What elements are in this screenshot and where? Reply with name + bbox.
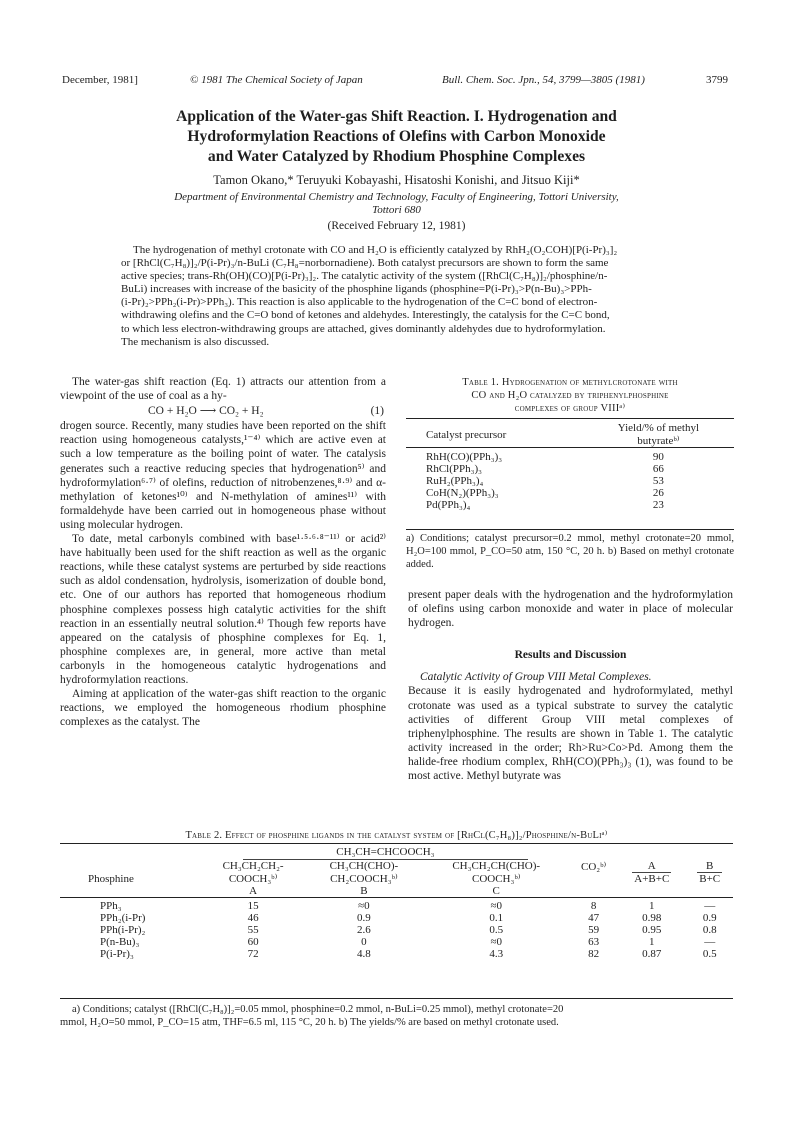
table2: [60, 843, 733, 962]
header-date: December, 1981]: [62, 74, 138, 86]
table2-value-a: 46: [247, 912, 259, 924]
affiliation-line-1: Department of Environmental Chemistry and Technology, Faculty of Engineering, Tottori University,: [174, 191, 619, 203]
table2-caption-text: Table 2. Effect of phosphine ligands in the catalyst system of [RhCl(C₇H₈)]₂/Phosphine/n-BuLiᵃ⁾: [185, 830, 608, 841]
table2-value-ratio-b: —: [704, 936, 716, 948]
subsection-heading: Catalytic Activity of Group VIII Metal Complexes.: [420, 671, 652, 684]
table2-value-ratio-b: 0.8: [702, 924, 717, 936]
header-page-number: 3799: [706, 74, 728, 86]
table2-phosphine: PPh(i-Pr)₂: [100, 924, 146, 936]
table2-ratio-a-denominator: A+B+C: [634, 873, 670, 885]
table2-value-c: 0.1: [489, 912, 504, 924]
table1-catalyst: RhH(CO)(PPh₃)₃: [426, 451, 503, 463]
table-row: [406, 463, 734, 475]
table1-col-yield: [583, 419, 734, 448]
table2-col-b-line: B: [360, 885, 368, 897]
right-paragraph-2: Because it is easily hydrogenated and hydroformylated, methyl crotonate was used as a typical substrate to survey the catalytic activities of different Group VIII metal complexes of triphenylphosphine. The results are shown in Table 1. The catalytic activity increased in the order; Rh>Ru>Co>Pd. Among them the halide-free rhodium complex, RhH(CO)(PPh₃)₃ (1), was found to be most active. Methyl butyrate was: [408, 685, 733, 783]
table2-value-ratio-a: 0.95: [642, 924, 662, 936]
right-paragraph-1: present paper deals with the hydrogenation and the hydroformylation of olefins using carbon monoxide and water in place of molecular hydrogen.: [408, 589, 733, 630]
table2-col-ratio-a: [617, 860, 686, 898]
table1-col-yield-line: butyrateᵇ⁾: [637, 435, 680, 447]
section-heading: Results and Discussion: [514, 649, 627, 662]
paper-title: [60, 107, 733, 167]
table2-col-b-line: CH₃CH(CHO)-: [329, 860, 399, 872]
abstract: [121, 244, 721, 349]
table2-ratio-b-numerator: B: [706, 860, 714, 872]
table2-value-b: 0.9: [357, 912, 371, 924]
abstract-line: The hydrogenation of methyl crotonate with CO and H₂O is efficiently catalyzed by RhH₂(O₂COH)[P(i-Pr)₃]₂: [133, 244, 618, 256]
table1-header-row: [406, 419, 734, 448]
table2-phosphine: P(n-Bu)₃: [100, 936, 140, 948]
table1-catalyst: RuH₂(PPh₃)₄: [426, 475, 484, 487]
table2-header-row: [60, 860, 733, 898]
table2-substrate: [201, 844, 570, 861]
table2-col-a: [201, 860, 306, 898]
table1-bottom-rule: [406, 529, 734, 530]
table2-value-a: 55: [247, 924, 259, 936]
table2-value-a: 15: [247, 900, 259, 912]
table2-col-phosphine: Phosphine: [88, 872, 134, 885]
table-row: [60, 898, 733, 913]
table2-value-ratio-a: 0.87: [642, 948, 662, 960]
table2-substrate-row: [60, 844, 733, 861]
table2-note: [60, 1003, 733, 1029]
table2-col-c-line: C: [492, 885, 500, 897]
table2-col-ratio-b: [686, 860, 733, 898]
table2-value-ratio-a: 1: [649, 900, 655, 912]
abstract-line: BuLi) increases with increase of the basicity of the phosphine ligands (phosphine=P(i-Pr)₃>P(n-Bu)₃>PPh-: [121, 283, 592, 296]
table1-yield: 53: [652, 475, 664, 487]
table1-caption-line: complexes of group VIIIᵃ⁾: [514, 403, 626, 414]
table2-value-a: 72: [247, 948, 259, 960]
table2-value-co2: 59: [588, 924, 600, 936]
table-row: [406, 499, 734, 514]
table2-empty-cell: [570, 844, 733, 861]
table1-yield: 66: [652, 463, 664, 475]
table2-value-co2: 82: [588, 948, 600, 960]
table2-bottom-rule: [60, 998, 733, 999]
table2-value-co2: 47: [588, 912, 600, 924]
table2-value-co2: 8: [590, 900, 597, 912]
table2-value-b: 4.8: [357, 948, 371, 960]
table-row: [406, 475, 734, 487]
table2-value-c: 4.3: [489, 948, 504, 960]
table2-note-line: a) Conditions; catalyst ([RhCl(C₇H₈)]₂=0.05 mmol, phosphine=0.2 mmol, n-BuLi=0.25 mmol), methyl crotonate=20: [72, 1004, 564, 1015]
table2-value-ratio-a: 1: [649, 936, 655, 948]
table1-yield: 23: [652, 499, 664, 511]
abstract-line: withdrawing olefins and the C=O bond of ketones and aldehydes. Interestingly, the catalysis for the C=C bond,: [121, 309, 610, 322]
table2-col-c: [422, 860, 570, 898]
title-line-2: Hydroformylation Reactions of Olefins with Carbon Monoxide: [187, 128, 606, 145]
table2-col-co2: CO₂ᵇ⁾: [580, 861, 607, 873]
title-line-3: and Water Catalyzed by Rhodium Phosphine Complexes: [207, 148, 586, 165]
table2-value-a: 60: [247, 936, 259, 948]
equation-number: (1): [370, 405, 384, 418]
table2-col-a-line: COOCH₃ᵇ⁾: [228, 873, 278, 885]
intro-paragraph-1b: drogen source. Recently, many studies have been reported on the shift reaction using homogeneous catalysts,¹⁻⁴⁾ which are active even at such a low temperature as the boiling point of water. The catalysis generates such a reactive reducing species that hydrogenation⁵⁾ and hydroformylation⁶·⁷⁾ of olefins, reduction of nitrobenzenes,⁸·⁹⁾ and α-methylation of ketones¹⁰⁾ and N-methylation of amines¹¹⁾ with formaldehyde have been carried out in homogeneous phase without using molecular hydrogen.: [60, 420, 386, 531]
affiliation: [60, 191, 733, 217]
table1-yield: 90: [652, 451, 664, 463]
abstract-line: The mechanism is also discussed.: [121, 335, 270, 348]
table2-ratio-b-denominator: B+C: [699, 873, 721, 885]
table2-phosphine: PPh₃: [100, 900, 122, 912]
table2-value-ratio-a: 0.98: [642, 912, 662, 924]
table-row: [60, 924, 733, 936]
table1-col-yield-line: Yield/% of methyl: [617, 422, 700, 434]
intro-paragraph-3: Aiming at application of the water-gas shift reaction to the organic reactions, we employed the homogeneous rhodium phosphine complexes as the catalyst. The: [60, 688, 386, 729]
table2-value-b: 0: [361, 936, 367, 948]
table2-col-b: [305, 860, 422, 898]
abstract-line: active species; trans-Rh(OH)(CO)[P(i-Pr)₃]₂. The catalytic activity of the system ([RhCl(C₇H₈)]₂/phosphine/n-: [121, 270, 608, 283]
table1-catalyst: CoH(N₂)(PPh₃)₃: [426, 487, 499, 499]
table1: [406, 418, 734, 514]
table2-note-line: mmol, H₂O=50 mmol, P_CO=15 atm, THF=6.5 ml, 115 °C, 20 h. b) The yields/% are based on methyl crotonate used.: [60, 1017, 559, 1029]
title-line-1: Application of the Water-gas Shift Reaction. I. Hydrogenation and: [176, 108, 617, 125]
table1-note: a) Conditions; catalyst precursor=0.2 mmol, methyl crotonate=20 mmol, H₂O=100 mmol, P_CO=50 atm, 150 °C, 20 h. b) Based on methyl crotonate added.: [406, 533, 734, 570]
table1-catalyst: RhCl(PPh₃)₃: [426, 463, 482, 475]
table1-caption-line: CO and H₂O catalyzed by triphenylphosphine: [471, 390, 669, 401]
abstract-line: to which less electron-withdrawing groups are attached, gives dominantly aldehydes due to hydroformylation.: [121, 322, 606, 335]
table2-col-c-line: CH₃CH₂CH(CHO)-: [452, 860, 541, 872]
table2-col-c-line: COOCH₃ᵇ⁾: [471, 873, 521, 885]
table-row: [60, 936, 733, 948]
table1-col-catalyst: Catalyst precursor: [426, 428, 507, 441]
table2-value-ratio-b: —: [704, 900, 716, 912]
equation-text: CO + H₂O ⟶ CO₂ + H₂: [148, 405, 264, 418]
authors: Tamon Okano,* Teruyuki Kobayashi, Hisatoshi Konishi, and Jitsuo Kiji*: [213, 173, 580, 187]
table-row: [60, 912, 733, 924]
abstract-line: or [RhCl(C₇H₈)]₂/P(i-Pr)₃/n-BuLi (C₇H₈=norbornadiene). Both catalyst precursors are shown to form the same: [121, 257, 609, 270]
header-copyright: © 1981 The Chemical Society of Japan: [190, 74, 363, 86]
equation-1: [60, 404, 386, 418]
table2-value-b: 2.6: [357, 924, 371, 936]
table2-phosphine: PPh₂(i-Pr): [100, 912, 146, 924]
table1-catalyst: Pd(PPh₃)₄: [426, 499, 471, 511]
affiliation-line-2: Tottori 680: [372, 204, 421, 216]
table-row: [60, 948, 733, 962]
intro-paragraph-2: To date, metal carbonyls combined with base¹·⁵·⁶·⁸⁻¹¹⁾ or acid²⁾ have habitually been used for the shift reaction as well as the organic reactions, while these catalyst systems are perturbed by side reactions such as aldol condensation, hydrolysis, isomerization of double bond, etc. One of our authors has reported that homogeneous rhodium phosphine complexes possess high catalytic activities for the shift reaction in an essentially neutral solution.⁴⁾ Though few reports have appeared on the catalysis of phosphine complexes for Eq. 1, phosphine complexes are, in general, more active than metal carbonyls in the homogeneous catalytic hydrogenations and hydroformylation reactions.: [60, 533, 386, 686]
abstract-line: (i-Pr)₂>PPh₂(i-Pr)>PPh₃). This reaction is also applicable to the hydrogenation of the C=C bond of electron-: [121, 296, 598, 309]
table2-value-ratio-b: 0.9: [702, 912, 717, 924]
table2-col-b-line: CH₂COOCH₃ᵇ⁾: [330, 873, 398, 885]
table1-caption: [406, 376, 734, 415]
intro-paragraph-1a: The water-gas shift reaction (Eq. 1) attracts our attention from a viewpoint of the use of coal as a hy-: [60, 376, 386, 403]
table2-value-co2: 63: [588, 936, 600, 948]
table2-value-c: ≈0: [490, 936, 502, 948]
received-date: (Received February 12, 1981): [327, 220, 466, 232]
table2-value-ratio-b: 0.5: [702, 948, 717, 960]
table2-value-c: ≈0: [490, 900, 502, 912]
right-column: [408, 588, 733, 783]
table2-empty-cell: [60, 844, 201, 861]
table2-col-a-line: CH₃CH₂CH₂-: [222, 860, 284, 872]
table2-value-c: 0.5: [489, 924, 504, 936]
table2-caption: [60, 829, 733, 842]
table2-col-a-line: A: [249, 885, 258, 897]
table1-caption-line: Table 1. Hydrogenation of methylcrotonate with: [462, 377, 678, 388]
table1-yield: 26: [652, 487, 664, 499]
table2-value-b: ≈0: [358, 900, 370, 912]
table-row: [406, 448, 734, 464]
left-column: [60, 375, 386, 729]
table2-substrate-label: CH₃CH=CHCOOCH₃: [336, 846, 435, 858]
header-journal: Bull. Chem. Soc. Jpn., 54, 3799—3805 (1981): [442, 74, 645, 86]
table-row: [406, 487, 734, 499]
table2-phosphine: P(i-Pr)₃: [100, 948, 134, 960]
table2-ratio-a-numerator: A: [647, 860, 656, 872]
